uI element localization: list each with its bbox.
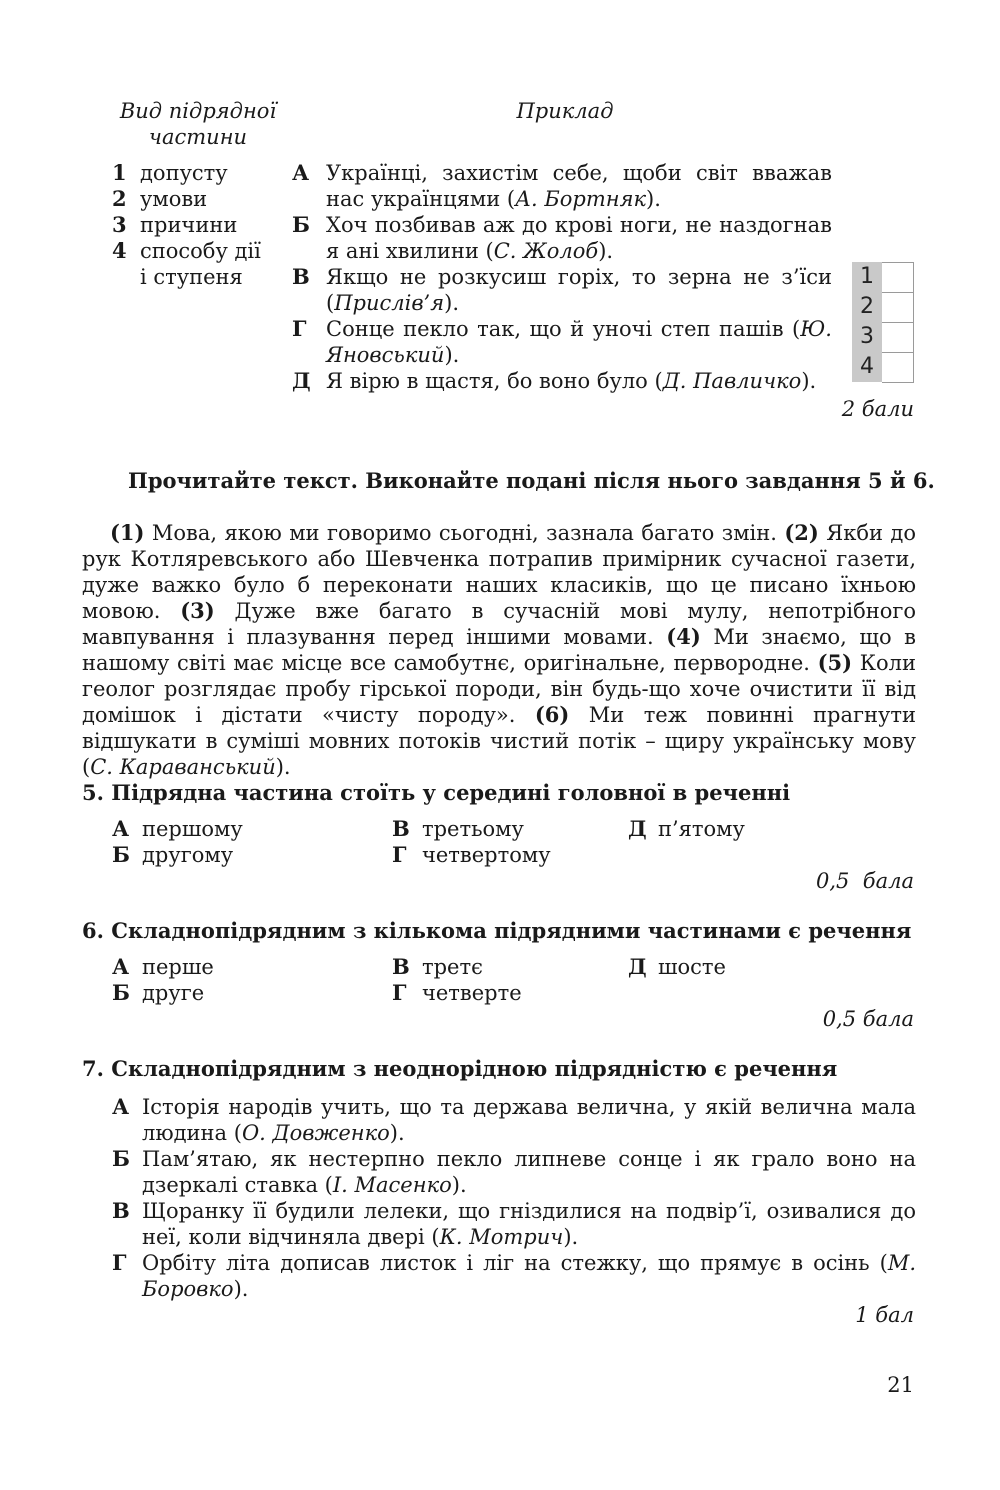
question-5-title: 5. Підрядна частина стоїть у середині головної в реченні [82,780,791,805]
answer-grid [852,262,914,382]
score-q6: 0,5 бала [822,1007,914,1031]
answer-box[interactable] [882,352,914,383]
option-6-d[interactable]: Д шосте [628,954,726,979]
option-5-a[interactable]: А першому [112,816,243,841]
question-7-title: 7. Складнопідрядним з неоднорідною підрядністю є речення [82,1056,838,1081]
author: О. Довженко [241,1121,390,1145]
option-6-v[interactable]: В третє [392,954,483,979]
author: М. Боровко [142,1251,916,1301]
answer-box[interactable] [882,322,914,353]
option-5-d[interactable]: Д п’ятому [628,816,745,841]
col1-header [100,98,296,150]
author: І. Масенко [332,1173,452,1197]
type-item: 1 допусту [112,160,228,185]
type-item: 2 умови [112,186,208,211]
instruction: Прочитайте текст. Виконайте подані після нього завдання 5 й 6. [128,468,935,493]
grid-label: 2 [852,292,882,322]
author: С. Караванський [90,755,276,779]
author: Д. Павличко [662,369,802,393]
grid-label: 1 [852,262,882,292]
type-item: і ступеня [140,265,243,289]
col1-header-line1: Вид підрядної [119,99,277,123]
answer-box[interactable] [882,292,914,323]
question-6-title: 6. Складнопідрядним з кількома підрядними частинами є речення [82,918,912,943]
author: С. Жолоб [493,239,599,263]
option-6-h[interactable]: Г четверте [392,980,522,1005]
option-5-v[interactable]: В третьому [392,816,524,841]
page-number: 21 [887,1373,914,1397]
score-q7: 1 бал [855,1303,914,1327]
grid-label: 4 [852,352,882,382]
grid-label: 3 [852,322,882,352]
author: Ю. Яновський [326,317,832,367]
score-q5: 0,5 бала [816,869,914,893]
option-5-b[interactable]: Б другому [112,842,234,867]
type-item: 3 причини [112,212,238,237]
option-6-b[interactable]: Б друге [112,980,205,1005]
reading-passage: (1) Мова, якою ми говоримо сьогодні, зазнала багато змін. (2) Якби до рук Котляревського або Шевченка потрапив примірник сучасної газети, дуже важко було б переконати наших класиків, що це писано їхньою мовою. (3) Дуже вже багато в сучасній мові мулу, непотрібного мавпування і плазування перед іншими мовами. (4) Ми знаємо, що в нашому світі має місце все самобутнє, оригінальне, первородне. (5) Коли геолог розглядає пробу гірської породи, він будь-що хоче очистити її від домішок і дістати «чисту породу». (6) Ми теж повинні прагнути відшукати в суміші мовних потоків чистий потік – щиру українську мову (С. Караванський). [82,520,916,779]
option-5-h[interactable]: Г четвертому [392,842,551,867]
answer-box[interactable] [882,262,914,293]
author: К. Мотрич [439,1225,564,1249]
author: Прислів’я [334,291,445,315]
option-6-a[interactable]: А перше [112,954,214,979]
score-matching: 2 бали [841,397,914,421]
type-item: 4 способу дії [112,238,261,263]
col2-header: Приклад [516,99,614,123]
col1-header-line2: частини [148,125,248,149]
author: А. Бортняк [515,187,647,211]
